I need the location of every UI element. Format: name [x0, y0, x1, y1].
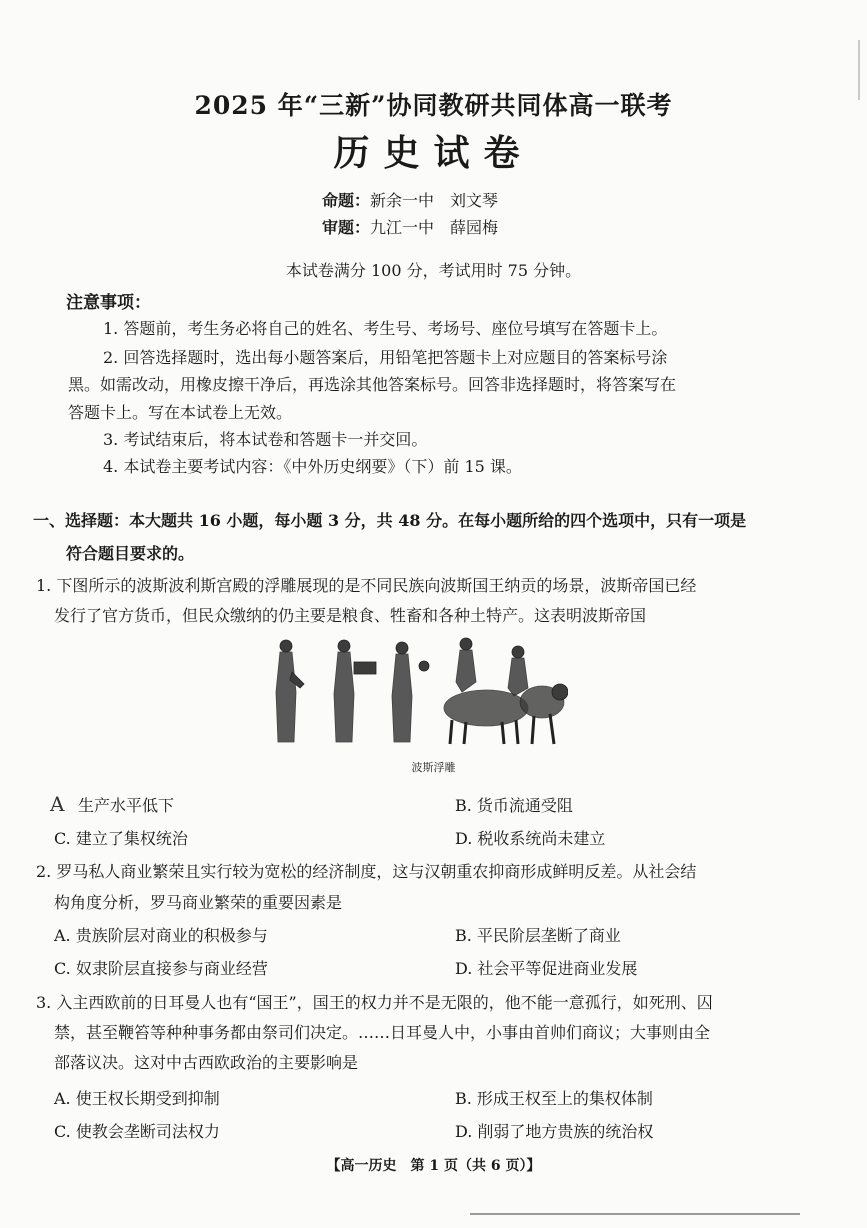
exam-title: 2025 年“三新”协同教研共同体高一联考	[194, 91, 673, 120]
q2-option-a: A. 贵族阶层对商业的积极参与	[54, 926, 268, 945]
q3-option-d: D. 削弱了地方贵族的统治权	[455, 1122, 654, 1141]
question-1-stem: 1. 下图所示的波斯波利斯宫殿的浮雕展现的是不同民族向波斯国王纳贡的场景，波斯帝国已经	[36, 576, 697, 595]
figure-caption: 波斯浮雕	[411, 761, 456, 774]
notice-line: 黑。如需改动，用橡皮擦干净后，再选涂其他答案标号。回答非选择题时，将答案写在	[68, 375, 677, 394]
author-value: 新余一中 刘文琴	[370, 191, 499, 210]
question-2-stem-cont: 构角度分析，罗马商业繁荣的重要因素是	[54, 893, 343, 912]
scan-edge-mark	[858, 40, 860, 100]
author-credit	[322, 188, 498, 211]
persian-relief-image	[266, 632, 568, 752]
reviewer-label: 审题：	[322, 218, 371, 237]
question-3-stem-cont: 禁，甚至鞭笞等种种事务都由祭司们决定。……日耳曼人中，小事由首帅们商议；大事则由全	[54, 1023, 711, 1042]
question-3-stem: 3. 入主西欧前的日耳曼人也有“国王”，国王的权力并不是无限的，他不能一意孤行，如死刑、囚	[36, 993, 713, 1012]
notice-line: 4. 本试卷主要考试内容：《中外历史纲要》（下）前 15 课。	[103, 457, 522, 476]
q2-option-d: D. 社会平等促进商业发展	[455, 959, 638, 978]
q1-option-c: C. 建立了集权统治	[54, 829, 188, 848]
exam-subject-title: 历史试卷	[333, 132, 534, 174]
question-1-stem-cont: 发行了官方货币，但民众缴纳的仍主要是粮食、牲畜和各种土特产。这表明波斯帝国	[54, 606, 647, 625]
page-footer: 【高一历史 第 1 页（共 6 页）】	[326, 1158, 541, 1174]
notice-heading: 注意事项：	[66, 293, 151, 313]
scan-artifact-line	[470, 1213, 800, 1215]
score-time-line: 本试卷满分 100 分，考试用时 75 分钟。	[285, 261, 582, 280]
section-instruction-cont: 符合题目要求的。	[66, 544, 195, 563]
notice-line: 2. 回答选择题时，选出每小题答案后，用铅笔把答题卡上对应题目的答案标号涂	[103, 348, 668, 367]
q3-option-b: B. 形成王权至上的集权体制	[455, 1089, 653, 1108]
reviewer-value: 九江一中 薛园梅	[370, 218, 499, 237]
q1-option-a: 生产水平低下	[78, 796, 175, 815]
author-label: 命题：	[322, 191, 371, 210]
q2-option-c: C. 奴隶阶层直接参与商业经营	[54, 959, 268, 978]
section-instruction: 一、选择题：本大题共 16 小题，每小题 3 分，共 48 分。在每小题所给的四个选项中，只有一项是	[33, 511, 747, 530]
notice-line: 3. 考试结束后，将本试卷和答题卡一并交回。	[103, 430, 428, 449]
question-2-stem: 2. 罗马私人商业繁荣且实行较为宽松的经济制度，这与汉朝重农抑商形成鲜明反差。从社会结	[36, 862, 697, 881]
notice-line: 1. 答题前，考生务必将自己的姓名、考生号、考场号、座位号填写在答题卡上。	[103, 319, 668, 338]
q3-option-c: C. 使教会垄断司法权力	[54, 1122, 220, 1141]
q3-option-a: A. 使王权长期受到抑制	[54, 1089, 220, 1108]
notice-line: 答题卡上。写在本试卷上无效。	[68, 403, 293, 422]
question-3-stem-cont: 部落议决。这对中古西欧政治的主要影响是	[54, 1053, 359, 1072]
q2-option-b: B. 平民阶层垄断了商业	[455, 926, 621, 945]
q1-option-d: D. 税收系统尚未建立	[455, 829, 606, 848]
handwritten-mark: A	[50, 792, 65, 816]
reviewer-credit	[322, 215, 498, 238]
q1-option-b: B. 货币流通受阻	[455, 796, 573, 815]
